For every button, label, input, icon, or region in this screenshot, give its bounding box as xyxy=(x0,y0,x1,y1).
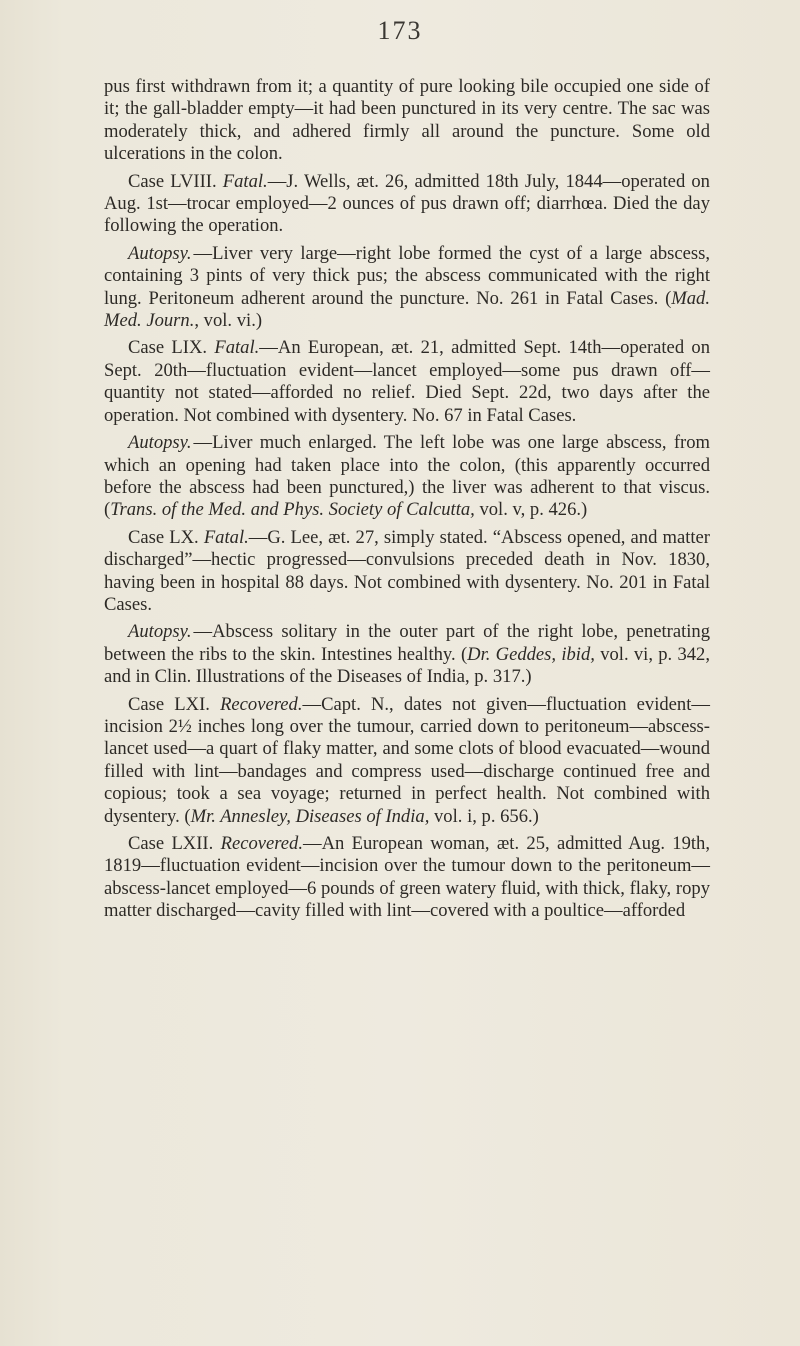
case-outcome: Fatal. xyxy=(214,337,260,359)
case-text: —J. Wells, æt. 26, admitted 18th July, 1844—operated on Aug. 1st—trocar employed—2 ounces of pus drawn off; diarrhœa. Died the day following the operation. xyxy=(104,170,710,237)
reference-detail: vol. i, p. 656.) xyxy=(429,805,539,827)
case-label: Case LXII. xyxy=(128,833,214,854)
reference-detail: vol. v, p. 426.) xyxy=(474,499,588,521)
reference-source: Mr. Annesley, Diseases of India, xyxy=(190,805,430,827)
case-text: —Capt. N., dates not given—fluctuation evident—incision 2½ inches long over the tumour, carried down to peritoneum—abscess-lancet used—a quart of flaky matter, and some clots of blood evacuated—wound filled with lint—bandages and compress used—discharge continued free and copious; took a sea voyage; returned in perfect health. Not combined with dysentery. xyxy=(104,693,710,827)
paragraph-continuation xyxy=(104,76,710,166)
autopsy-paragraph xyxy=(104,432,710,522)
reference-detail: , vol. vi.) xyxy=(194,310,263,332)
autopsy-paragraph xyxy=(104,243,710,333)
reference-open: ( xyxy=(658,287,672,309)
case-label: Case LIX. xyxy=(128,337,208,359)
case-paragraph xyxy=(104,694,710,828)
reference-open: ( xyxy=(104,499,111,521)
case-paragraph xyxy=(104,337,710,427)
case-text: —An European woman, æt. 25, admitted Aug. 19th, 1819—fluctuation evident—incision over the tumour down to the peritoneum—abscess-lancet employed—6 pounds of green watery fluid, with thick, flaky, ropy matter discharged—cavity filled with lint—covered with a poultice—afforded xyxy=(104,833,710,922)
autopsy-heading: Autopsy. xyxy=(128,242,192,264)
reference-detail: vol. vi, p. 342, and in Clin. Illustrations of the Diseases of India, p. 317.) xyxy=(104,643,710,688)
paragraph-text: pus first withdrawn from it; a quantity of pure looking bile occupied one side of it; the gall-bladder empty—it had been punctured in its very centre. The sac was moderately thick, and adhered firmly all around the puncture. Some old ulcerations in the colon. xyxy=(104,76,710,165)
case-outcome: Fatal. xyxy=(203,526,249,548)
case-label: Case LX. xyxy=(128,526,199,548)
case-outcome: Recovered. xyxy=(220,833,304,854)
reference-source: Mad. Med. Journ. xyxy=(104,287,710,332)
reference-source: Dr. Geddes, ibid, xyxy=(467,643,595,665)
reference-open: ( xyxy=(179,805,191,827)
body-text xyxy=(104,76,710,928)
autopsy-text: —Abscess solitary in the outer part of the right lobe, penetrating between the ribs to the skin. Intestines healthy. xyxy=(104,621,710,665)
reference-open: ( xyxy=(455,643,468,665)
reference-source: Trans. of the Med. and Phys. Society of Calcutta, xyxy=(110,499,475,521)
case-label: Case LXI. xyxy=(128,693,210,715)
case-outcome: Recovered. xyxy=(220,693,303,715)
case-text: —G. Lee, æt. 27, simply stated. “Abscess opened, and matter discharged”—hectic progressed—convulsions preceded death in Nov. 1830, having been in hospital 88 days. Not combined with dysentery. No. 201 in Fatal Cases. xyxy=(104,526,710,615)
case-paragraph xyxy=(104,171,710,238)
autopsy-heading: Autopsy. xyxy=(128,621,192,643)
case-text: —An European, æt. 21, admitted Sept. 14th—operated on Sept. 20th—fluctuation evident—lancet employed—some pus drawn off—quantity not stated—afforded no relief. Died Sept. 22d, two days after the operation. Not combined with dysentery. No. 67 in Fatal Cases. xyxy=(104,337,710,426)
case-paragraph xyxy=(104,527,710,617)
case-label: Case LVIII. xyxy=(128,170,217,192)
page-number: 173 xyxy=(377,16,423,45)
case-paragraph xyxy=(104,833,710,923)
autopsy-heading: Autopsy. xyxy=(128,432,192,454)
case-outcome: Fatal. xyxy=(222,170,268,192)
autopsy-paragraph xyxy=(104,621,710,688)
autopsy-text: —Liver very large—right lobe formed the cyst of a large abscess, containing 3 pints of very thick pus; the abscess communicated with the right lung. Peritoneum adherent around the puncture. No. 261 in Fatal Cases. xyxy=(104,242,710,309)
autopsy-text: —Liver much enlarged. The left lobe was one large abscess, from which an opening had taken place into the colon, (this apparently occurred before the abscess had been punctured,) the liver was adherent to that viscus. xyxy=(104,432,710,498)
